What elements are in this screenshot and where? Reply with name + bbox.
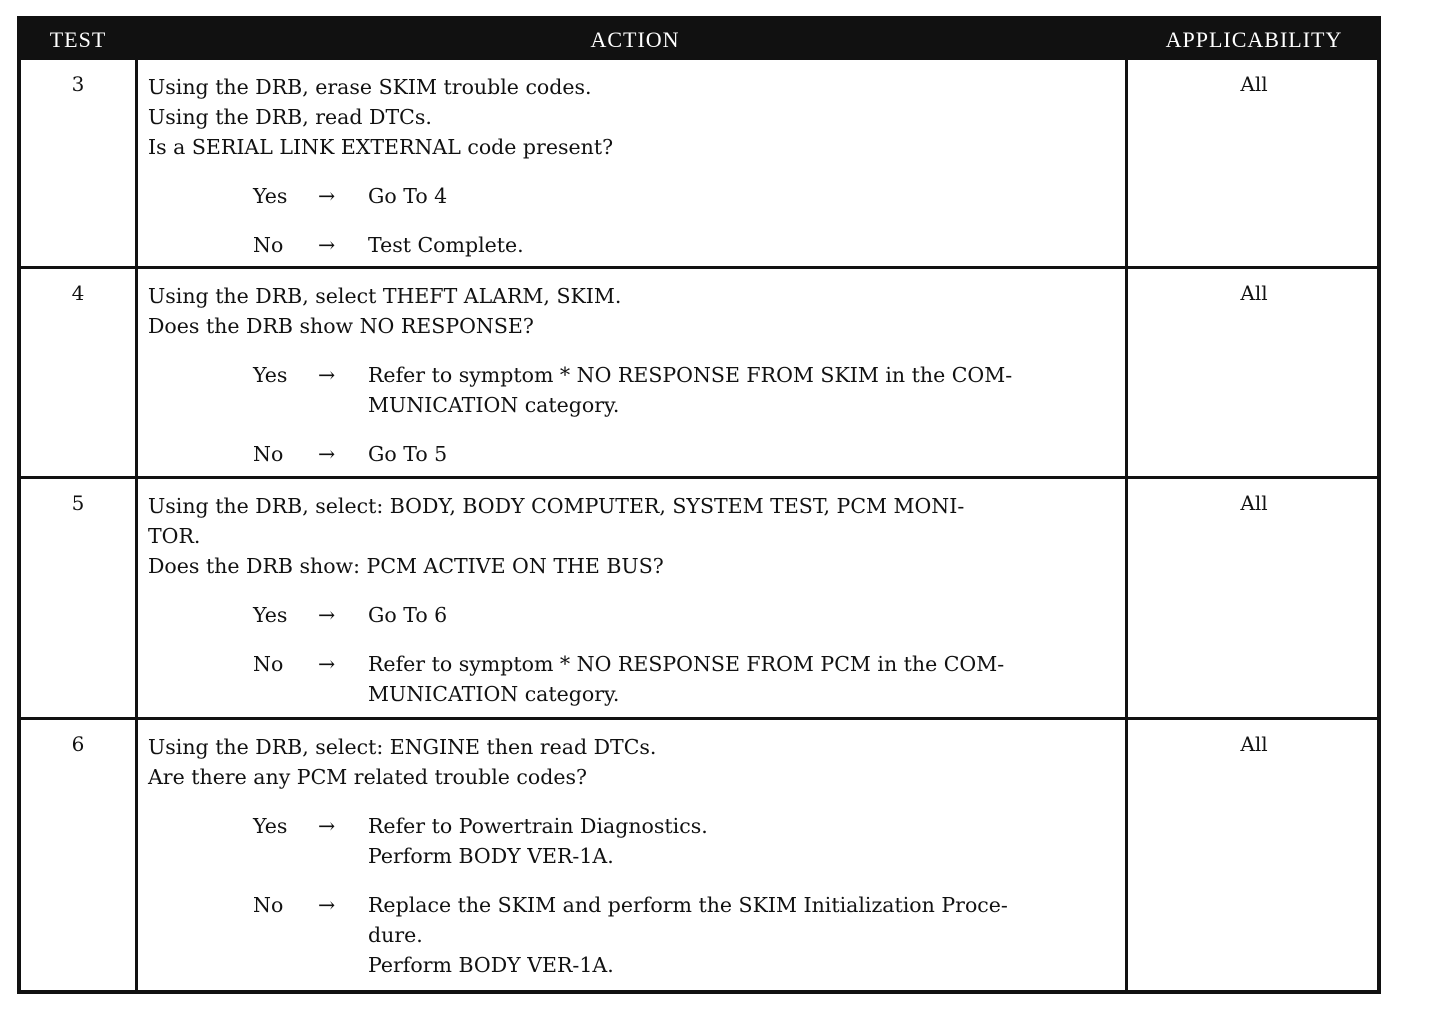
arrow-icon: →: [318, 363, 336, 387]
applicability-value: All: [1240, 732, 1268, 756]
no-result: [368, 649, 1120, 709]
action-cell: [148, 732, 1120, 980]
action-question-line: Is a SERIAL LINK EXTERNAL code present?: [148, 135, 614, 159]
no-branch: [148, 230, 1120, 260]
yes-branch: [148, 181, 1120, 211]
result-line: Go To 4: [368, 184, 448, 208]
action-cell: [148, 72, 1120, 260]
arrow-icon: →: [318, 442, 336, 466]
arrow-icon: →: [318, 603, 336, 627]
yes-label: Yes: [253, 603, 288, 627]
yes-result: [368, 600, 1120, 630]
no-branch: [148, 439, 1120, 469]
result-line: Perform BODY VER-1A.: [368, 953, 614, 977]
test-number: 5: [71, 491, 85, 515]
action-question-line: Does the DRB show: PCM ACTIVE ON THE BUS?: [148, 554, 664, 578]
no-label: No: [253, 652, 284, 676]
header-applicability: APPLICABILITY: [1165, 27, 1343, 52]
action-question-line: Using the DRB, select THEFT ALARM, SKIM.: [148, 284, 622, 308]
result-line: Perform BODY VER-1A.: [368, 844, 614, 868]
no-branch: [148, 649, 1120, 709]
row-divider: [21, 476, 1377, 479]
action-cell: [148, 281, 1120, 469]
yes-label: Yes: [253, 814, 288, 838]
action-question-line: Does the DRB show NO RESPONSE?: [148, 314, 534, 338]
no-result: [368, 890, 1120, 980]
no-branch: [148, 890, 1120, 980]
test-number: 3: [71, 72, 85, 96]
result-line: Refer to symptom * NO RESPONSE FROM SKIM in the COM-: [368, 363, 1013, 387]
no-result: [368, 439, 1120, 469]
diagnostic-table: [17, 16, 1381, 994]
result-line: dure.: [368, 923, 423, 947]
table-header: [21, 20, 1377, 60]
yes-result: [368, 181, 1120, 211]
yes-label: Yes: [253, 363, 288, 387]
result-line: Refer to Powertrain Diagnostics.: [368, 814, 708, 838]
result-line: MUNICATION category.: [368, 393, 620, 417]
yes-label: Yes: [253, 184, 288, 208]
action-question-line: Using the DRB, erase SKIM trouble codes.: [148, 75, 592, 99]
result-line: Go To 6: [368, 603, 448, 627]
yes-branch: [148, 811, 1120, 871]
yes-branch: [148, 600, 1120, 630]
no-label: No: [253, 442, 284, 466]
header-test: TEST: [49, 27, 107, 52]
action-cell: [148, 491, 1120, 709]
action-question-line: TOR.: [148, 524, 201, 548]
no-label: No: [253, 893, 284, 917]
applicability-value: All: [1240, 491, 1268, 515]
test-number: 6: [71, 732, 85, 756]
row-divider: [21, 266, 1377, 269]
yes-result: [368, 811, 1120, 871]
arrow-icon: →: [318, 652, 336, 676]
action-question-line: Using the DRB, select: ENGINE then read DTCs.: [148, 735, 657, 759]
yes-result: [368, 360, 1120, 420]
yes-branch: [148, 360, 1120, 420]
action-question-line: Are there any PCM related trouble codes?: [148, 765, 587, 789]
header-action: ACTION: [590, 27, 680, 52]
arrow-icon: →: [318, 893, 336, 917]
result-line: Refer to symptom * NO RESPONSE FROM PCM in the COM-: [368, 652, 1005, 676]
arrow-icon: →: [318, 814, 336, 838]
no-label: No: [253, 233, 284, 257]
action-question-line: Using the DRB, read DTCs.: [148, 105, 432, 129]
action-question-line: Using the DRB, select: BODY, BODY COMPUTER, SYSTEM TEST, PCM MONI-: [148, 494, 965, 518]
column-divider: [135, 60, 138, 990]
applicability-value: All: [1240, 72, 1268, 96]
result-line: Test Complete.: [368, 233, 524, 257]
column-divider: [1125, 60, 1128, 990]
arrow-icon: →: [318, 184, 336, 208]
test-number: 4: [71, 281, 85, 305]
row-divider: [21, 717, 1377, 720]
result-line: Replace the SKIM and perform the SKIM Initialization Proce-: [368, 893, 1008, 917]
result-line: MUNICATION category.: [368, 682, 620, 706]
result-line: Go To 5: [368, 442, 448, 466]
applicability-value: All: [1240, 281, 1268, 305]
no-result: [368, 230, 1120, 260]
arrow-icon: →: [318, 233, 336, 257]
